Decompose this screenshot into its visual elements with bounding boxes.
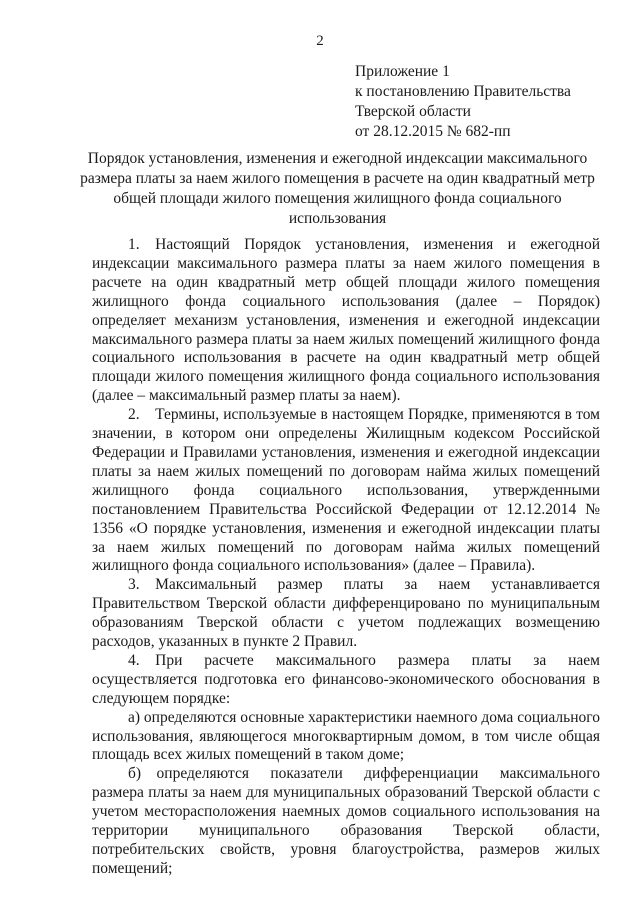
appendix-block (355, 62, 571, 142)
page-number: 2 (316, 33, 324, 49)
paragraph-2: 2. Термины, используемые в настоящем Порядке, применяются в том значении, в котором они определены Жилищным кодексом Российской Федерации и Правилами установления, изменения и ежегодной индексации платы за наем жилых помещений по договорам найма жилых помещений жилищного фонда социального использования, утвержденными постановлением Правительства Российской Федерации от 12.12.2014 № 1356 «О порядке установления, изменения и ежегодной индексации платы за наем жилых помещений по договорам найма жилых помещений жилищного фонда социального использования» (далее – Правила). (92, 406, 600, 575)
appendix-line: от 28.12.2015 № 682-пп (355, 123, 511, 140)
document-body (92, 236, 600, 879)
appendix-line: к постановлению Правительства (355, 83, 571, 100)
paragraph-3: 3. Максимальный размер платы за наем устанавливается Правительством Тверской области дифференцировано по муниципальным образованиям Тверской области с учетом подлежащих возмещению расходов, указанных в пункте 2 Правил. (92, 576, 600, 651)
document-title: Порядок установления, изменения и ежегодной индексации максимального размера платы за наем жилого помещения в расчете на один квадратный метр общей площади жилого помещения жилищного фонда социального использования (80, 150, 595, 227)
paragraph-4a: а) определяются основные характеристики наемного дома социального использования, являющегося многоквартирным домом, в том числе общая площадь всех жилых помещений в таком доме; (92, 708, 600, 764)
appendix-line: Приложение 1 (355, 63, 450, 80)
paragraph-4b: б) определяются показатели дифференциации максимального размера платы за наем для муниципальных образований Тверской области с учетом месторасположения наемных домов социального использования на территории муниципального образования Тверской области, потребительских свойств, уровня благоустройства, размеров жилых помещений; (92, 765, 600, 877)
paragraph-4: 4. При расчете максимального размера платы за наем осуществляется подготовка его финансово-экономического обоснования в следующем порядке: (92, 651, 600, 707)
paragraph-1: 1. Настоящий Порядок установления, изменения и ежегодной индексации максимального размера платы за наем жилого помещения в расчете на один квадратный метр общей площади жилого помещения жилищного фонда социального использования (далее – Порядок) определяет механизм установления, изменения и ежегодной индексации максимального размера платы за наем жилых помещений жилищного фонда социального использования в расчете на один квадратный метр общей площади жилого помещения жилищного фонда социального использования (далее – максимальный размер платы за наем). (92, 236, 600, 405)
appendix-line: Тверской области (355, 103, 471, 120)
